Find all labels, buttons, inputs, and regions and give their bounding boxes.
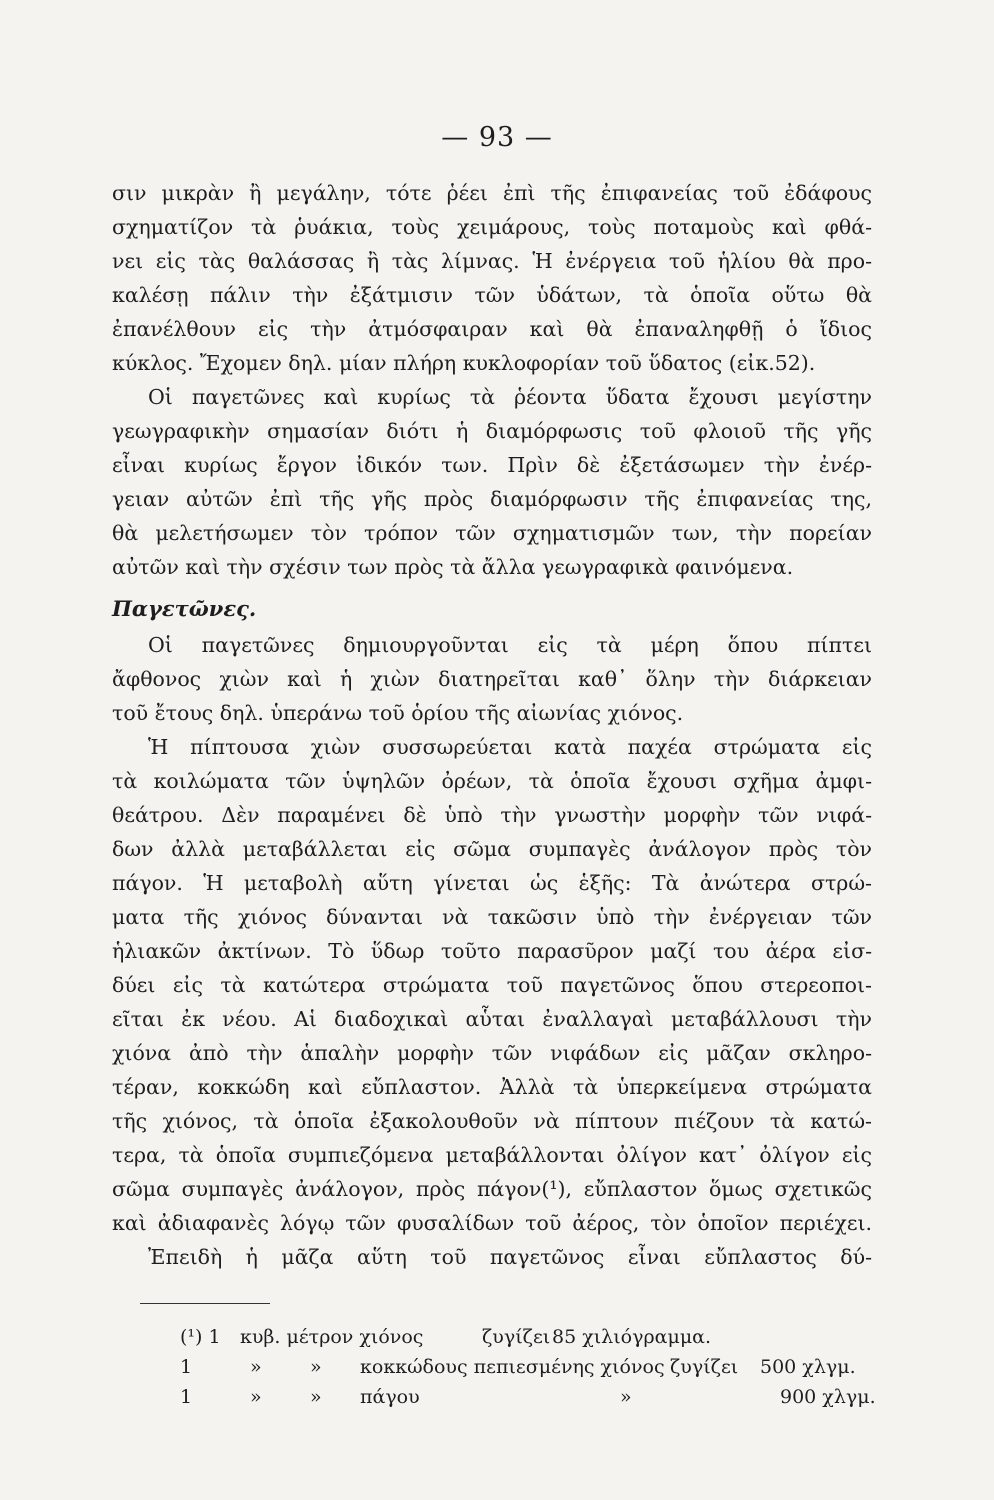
paragraph-plasticity (112, 1240, 872, 1274)
text-line: δων ἀλλὰ μεταβάλλεται εἰς σῶμα συμπαγὲς ἀνάλογον πρὸς τὸν (112, 837, 872, 861)
footnote-verb: ζυγίζει (482, 1326, 551, 1348)
text-line: γειαν αὐτῶν ἐπὶ τῆς γῆς πρὸς διαμόρφωσιν τῆς ἐπιφανείας της, (112, 487, 872, 511)
paragraph-water-cycle (112, 176, 872, 380)
text-line: κύκλος. Ἔχομεν δηλ. μίαν πλήρη κυκλοφορίαν τοῦ ὕδατος (εἰκ.52). (112, 351, 816, 375)
text-line: σχηματίζον τὰ ῥυάκια, τοὺς χειμάρους, τοὺς ποταμοὺς καὶ φθά- (112, 215, 872, 239)
ditto-mark: » (250, 1356, 262, 1378)
footnotes (180, 1322, 876, 1412)
footnote-divider (140, 1303, 270, 1304)
footnote-weight: 500 χλγμ. (760, 1356, 856, 1378)
text-line: εἶναι κυρίως ἔργον ἰδικόν των. Πρὶν δὲ ἐξετάσωμεν τὴν ἐνέρ- (112, 453, 872, 477)
footnote-weight: 85 χιλιόγραμμα. (552, 1326, 712, 1348)
footnote-row (180, 1382, 876, 1412)
page-number: — 93 — (441, 122, 553, 153)
footnote-number: 1 (180, 1386, 193, 1408)
text-line: τερα, τὰ ὁποῖα συμπιεζόμενα μεταβάλλονται ὀλίγον κατ᾽ ὀλίγον εἰς (112, 1143, 872, 1167)
text-line: ἄφθονος χιὼν καὶ ἡ χιὼν διατηρεῖται καθ᾽ ὅλην τὴν διάρκειαν (112, 667, 872, 691)
footnote-number: 1 (180, 1356, 193, 1378)
ditto-mark: » (250, 1386, 262, 1408)
text-line: ἡλιακῶν ἀκτίνων. Τὸ ὕδωρ τοῦτο παρασῦρον μαζί του ἀέρα εἰσ- (112, 939, 872, 963)
body-text (112, 176, 872, 1274)
footnote-row (180, 1352, 870, 1382)
footnote-verb: ζυγίζει (670, 1356, 739, 1378)
text-line: Οἱ παγετῶνες δημιουργοῦνται εἰς τὰ μέρη ὅπου πίπτει (148, 633, 872, 657)
paragraph-snow-compaction (112, 730, 872, 1240)
footnote-weight: 900 χλγμ. (780, 1386, 876, 1408)
text-line: καλέσῃ πάλιν τὴν ἐξάτμισιν τῶν ὑδάτων, τὰ ὁποῖα οὕτω θὰ (112, 283, 872, 307)
text-line: Ἡ πίπτουσα χιὼν συσσωρεύεται κατὰ παχέα στρώματα εἰς (148, 735, 872, 759)
text-line: ἐπανέλθουν εἰς τὴν ἀτμόσφαιραν καὶ θὰ ἐπαναληφθῇ ὁ ἴδιος (112, 317, 872, 341)
text-line: τοῦ ἔτους δηλ. ὑπεράνω τοῦ ὁρίου τῆς αἰωνίας χιόνος. (112, 701, 684, 725)
footnote-material: κοκκώδους πεπιεσμένης χιόνος (360, 1356, 665, 1378)
text-line: θεάτρου. Δὲν παραμένει δὲ ὑπὸ τὴν γνωστὴν μορφὴν τῶν νιφά- (112, 803, 872, 827)
text-line: σῶμα συμπαγὲς ἀνάλογον, πρὸς πάγον(¹), εὔπλαστον ὅμως σχετικῶς (112, 1177, 872, 1201)
footnote-material: πάγου (360, 1386, 420, 1408)
ditto-mark: » (310, 1386, 322, 1408)
section-title: Παγετῶνες. (112, 596, 257, 621)
text-line: σιν μικρὰν ἢ μεγάλην, τότε ῥέει ἐπὶ τῆς ἐπιφανείας τοῦ ἐδάφους (112, 181, 872, 205)
paragraph-glacier-formation (112, 628, 872, 730)
text-line: τέραν, κοκκώδη καὶ εὔπλαστον. Ἀλλὰ τὰ ὑπερκείμενα στρώματα (112, 1075, 872, 1099)
text-line: τῆς χιόνος, τὰ ὁποῖα ἐξακολουθοῦν νὰ πίπτουν πιέζουν τὰ κατώ- (112, 1109, 872, 1133)
text-line: νει εἰς τὰς θαλάσσας ἢ τὰς λίμνας. Ἡ ἐνέργεια τοῦ ἡλίου θὰ προ- (112, 249, 872, 273)
text-line: τὰ κοιλώματα τῶν ὑψηλῶν ὀρέων, τὰ ὁποῖα ἔχουσι σχῆμα ἀμφι- (112, 769, 872, 793)
footnote-unit: κυβ. μέτρον χιόνος (240, 1326, 424, 1348)
text-line: αὐτῶν καὶ τὴν σχέσιν των πρὸς τὰ ἄλλα γεωγραφικὰ φαινόμενα. (112, 555, 794, 579)
text-line: δύει εἰς τὰ κατώτερα στρώματα τοῦ παγετῶνος ὅπου στερεοποι- (112, 973, 872, 997)
text-line: Ἐπειδὴ ἡ μᾶζα αὕτη τοῦ παγετῶνος εἶναι εὔπλαστος δύ- (148, 1245, 872, 1269)
text-line: χιόνα ἀπὸ τὴν ἁπαλὴν μορφὴν τῶν νιφάδων εἰς μᾶζαν σκληρο- (112, 1041, 872, 1065)
footnote-row (180, 1322, 870, 1352)
text-line: πάγον. Ἡ μεταβολὴ αὕτη γίνεται ὡς ἑξῆς: Τὰ ἀνώτερα στρώ- (112, 871, 872, 895)
text-line: γεωγραφικὴν σημασίαν διότι ἡ διαμόρφωσις τοῦ φλοιοῦ τῆς γῆς (112, 419, 872, 443)
text-line: Οἱ παγετῶνες καὶ κυρίως τὰ ῥέοντα ὕδατα ἔχουσι μεγίστην (148, 385, 872, 409)
footnote-marker: (¹) 1 (180, 1326, 221, 1348)
text-line: θὰ μελετήσωμεν τὸν τρόπον τῶν σχηματισμῶν των, τὴν πορείαν (112, 521, 872, 545)
ditto-mark: » (310, 1356, 322, 1378)
text-line: ματα τῆς χιόνος δύνανται νὰ τακῶσιν ὑπὸ τὴν ἐνέργειαν τῶν (112, 905, 872, 929)
ditto-mark: » (620, 1386, 632, 1408)
text-line: καὶ ἀδιαφανὲς λόγῳ τῶν φυσαλίδων τοῦ ἀέρος, τὸν ὁποῖον περιέχει. (112, 1211, 872, 1235)
text-line: εῖται ἐκ νέου. Αἱ διαδοχικαὶ αὗται ἐναλλαγαὶ μεταβάλλουσι τὴν (112, 1007, 872, 1031)
paragraph-significance (112, 380, 872, 584)
